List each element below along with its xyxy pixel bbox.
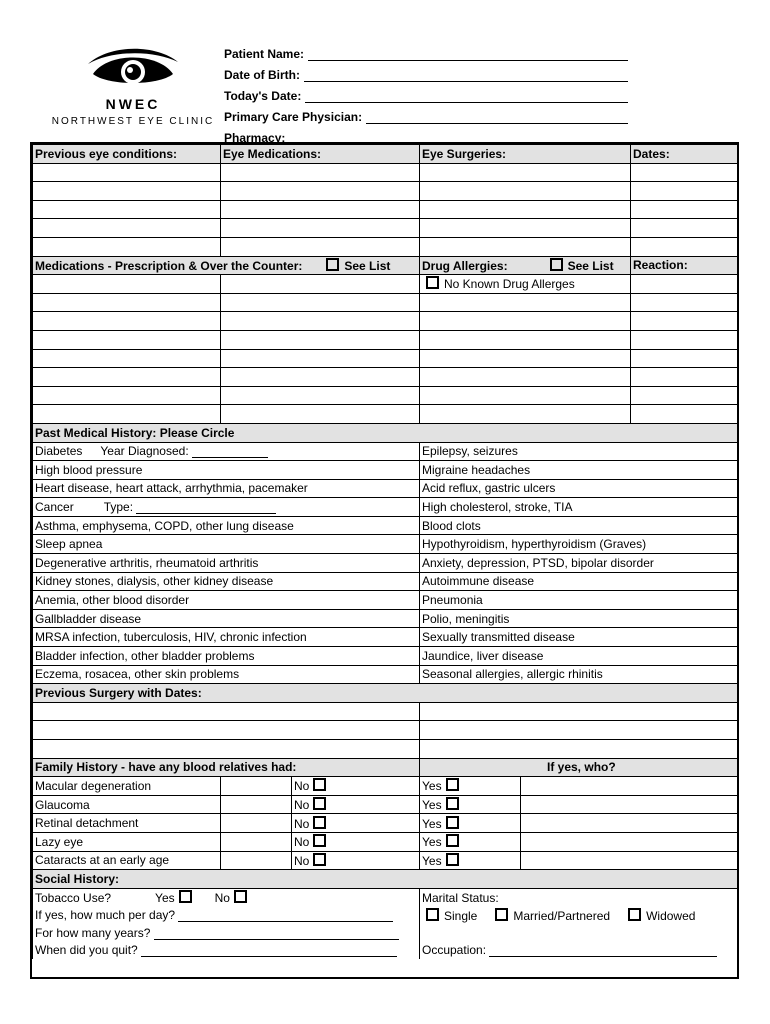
form-cell[interactable] xyxy=(221,237,420,256)
form-cell: Marital Status: xyxy=(420,888,739,906)
form-row xyxy=(33,702,739,721)
form-cell[interactable] xyxy=(420,312,631,331)
form-row xyxy=(33,572,739,591)
form-cell: Jaundice, liver disease xyxy=(420,647,739,666)
form-cell[interactable] xyxy=(221,795,292,814)
form-cell: Autoimmune disease xyxy=(420,572,739,591)
form-cell: Cancer Type: xyxy=(33,498,420,517)
form-row xyxy=(33,609,739,628)
occupation-field[interactable] xyxy=(489,944,717,957)
family-no-3-checkbox[interactable] xyxy=(313,834,326,847)
form-row xyxy=(33,906,739,924)
form-cell[interactable] xyxy=(631,219,739,238)
form-cell: Drug Allergies: See List xyxy=(420,256,631,275)
form-cell: Asthma, emphysema, COPD, other lung disease xyxy=(33,516,420,535)
family-yes-0-checkbox[interactable] xyxy=(446,778,459,791)
form-cell[interactable] xyxy=(420,200,631,219)
eye-logo-icon xyxy=(48,42,218,94)
form-cell: Social History: xyxy=(33,870,739,889)
form-cell: Reaction: xyxy=(631,256,739,275)
form-cell: Anxiety, depression, PTSD, bipolar disorder xyxy=(420,554,739,573)
form-row xyxy=(33,330,739,349)
section-header-row xyxy=(33,423,739,442)
form-cell[interactable] xyxy=(631,182,739,201)
form-row xyxy=(33,535,739,554)
pharmacy-field[interactable]: Pharmacy: xyxy=(224,128,634,149)
form-cell: Sexually transmitted disease xyxy=(420,628,739,647)
form-cell: Heart disease, heart attack, arrhythmia, pacemaker xyxy=(33,479,420,498)
form-cell[interactable] xyxy=(420,330,631,349)
form-row xyxy=(33,665,739,684)
form-row xyxy=(33,888,739,906)
form-cell: No xyxy=(292,832,420,851)
married-checkbox[interactable] xyxy=(495,908,508,921)
form-cell: Blood clots xyxy=(420,516,739,535)
cancer-type-field[interactable] xyxy=(136,501,276,514)
form-row xyxy=(33,777,739,796)
when-quit-field[interactable] xyxy=(141,944,397,957)
year-diagnosed-field[interactable] xyxy=(192,445,268,458)
intake-form-table xyxy=(32,144,739,959)
tobacco-yes-checkbox[interactable] xyxy=(179,890,192,903)
form-cell[interactable] xyxy=(221,275,420,294)
form-cell[interactable] xyxy=(631,275,739,294)
form-cell: No xyxy=(292,814,420,833)
form-cell[interactable] xyxy=(221,814,292,833)
form-cell[interactable] xyxy=(420,740,739,759)
form-row xyxy=(33,312,739,331)
form-cell[interactable] xyxy=(631,163,739,182)
form-cell: Eye Medications: xyxy=(221,145,420,164)
form-cell: Previous Surgery with Dates: xyxy=(33,684,739,703)
form-row xyxy=(33,740,739,759)
form-row xyxy=(33,293,739,312)
form-cell[interactable] xyxy=(420,237,631,256)
see-list-meds-checkbox[interactable] xyxy=(326,258,339,271)
form-cell[interactable] xyxy=(521,832,739,851)
form-cell[interactable] xyxy=(33,163,221,182)
form-cell: Yes xyxy=(420,795,521,814)
form-cell[interactable] xyxy=(33,182,221,201)
form-cell[interactable] xyxy=(221,312,420,331)
family-no-2-checkbox[interactable] xyxy=(313,816,326,829)
patient-name-field[interactable]: Patient Name: xyxy=(224,44,634,65)
no-known-allergies-checkbox[interactable] xyxy=(426,276,439,289)
clinic-name: NORTHWEST EYE CLINIC xyxy=(51,116,215,127)
form-cell[interactable] xyxy=(33,200,221,219)
form-row xyxy=(33,200,739,219)
clinic-abbr: NWEC xyxy=(105,96,161,112)
form-row xyxy=(33,591,739,610)
form-cell: No xyxy=(292,851,420,870)
form-cell[interactable] xyxy=(221,405,420,424)
form-cell: Occupation: xyxy=(420,942,739,960)
form-cell: If yes, how much per day? xyxy=(33,906,420,924)
form-cell[interactable] xyxy=(33,721,420,740)
form-cell[interactable] xyxy=(221,832,292,851)
form-cell: Tobacco Use? Yes No xyxy=(33,888,420,906)
dob-field[interactable]: Date of Birth: xyxy=(224,65,634,86)
form-cell[interactable] xyxy=(221,219,420,238)
section-header-row xyxy=(33,256,739,275)
form-row xyxy=(33,851,739,870)
form-cell: Degenerative arthritis, rheumatoid arthritis xyxy=(33,554,420,573)
form-cell: Seasonal allergies, allergic rhinitis xyxy=(420,665,739,684)
form-cell: No xyxy=(292,777,420,796)
form-cell: If yes, who? xyxy=(420,758,739,777)
form-cell: Gallbladder disease xyxy=(33,609,420,628)
form-cell[interactable] xyxy=(221,182,420,201)
see-list-allergies-checkbox[interactable] xyxy=(550,258,563,271)
form-cell[interactable] xyxy=(420,924,739,942)
form-cell: Eczema, rosacea, other skin problems xyxy=(33,665,420,684)
section-header-row xyxy=(33,145,739,164)
form-cell: When did you quit? xyxy=(33,942,420,960)
form-cell: Acid reflux, gastric ulcers xyxy=(420,479,739,498)
form-cell[interactable] xyxy=(221,386,420,405)
form-cell[interactable] xyxy=(420,405,631,424)
form-row xyxy=(33,479,739,498)
form-cell: Medications - Prescription & Over the Counter: See List xyxy=(33,256,420,275)
form-cell: Single Married/Partnered Widowed xyxy=(420,906,739,924)
form-cell[interactable] xyxy=(33,386,221,405)
form-cell[interactable] xyxy=(420,386,631,405)
form-cell[interactable] xyxy=(420,219,631,238)
form-cell: Past Medical History: Please Circle xyxy=(33,423,739,442)
form-cell: Eye Surgeries: xyxy=(420,145,631,164)
single-checkbox[interactable] xyxy=(426,908,439,921)
form-cell: Anemia, other blood disorder xyxy=(33,591,420,610)
how-many-years-field[interactable] xyxy=(154,927,399,940)
form-cell[interactable] xyxy=(631,237,739,256)
form-row xyxy=(33,498,739,517)
form-cell[interactable] xyxy=(33,702,420,721)
family-yes-4-checkbox[interactable] xyxy=(446,853,459,866)
family-yes-2-checkbox[interactable] xyxy=(446,816,459,829)
form-cell: High cholesterol, stroke, TIA xyxy=(420,498,739,517)
patient-info xyxy=(224,44,634,149)
form-cell[interactable] xyxy=(221,851,292,870)
form-row xyxy=(33,163,739,182)
form-cell: Family History - have any blood relatives had: xyxy=(33,758,420,777)
form-cell[interactable] xyxy=(631,386,739,405)
form-cell: Dates: xyxy=(631,145,739,164)
form-cell: Yes xyxy=(420,832,521,851)
form-row xyxy=(33,442,739,461)
form-row xyxy=(33,275,739,294)
form-cell[interactable] xyxy=(33,237,221,256)
form-cell: Yes xyxy=(420,851,521,870)
form-cell: Pneumonia xyxy=(420,591,739,610)
form-row xyxy=(33,461,739,480)
form-cell[interactable] xyxy=(420,182,631,201)
form-cell[interactable] xyxy=(631,200,739,219)
section-header-row xyxy=(33,758,739,777)
form-cell: For how many years? xyxy=(33,924,420,942)
form-cell: Yes xyxy=(420,814,521,833)
form-cell[interactable] xyxy=(521,795,739,814)
form-cell[interactable] xyxy=(420,368,631,387)
form-cell: MRSA infection, tuberculosis, HIV, chronic infection xyxy=(33,628,420,647)
form-cell[interactable] xyxy=(420,293,631,312)
form-row xyxy=(33,368,739,387)
tobacco-no-checkbox[interactable] xyxy=(234,890,247,903)
form-cell[interactable] xyxy=(33,405,221,424)
form-cell[interactable] xyxy=(631,312,739,331)
form-cell: Glaucoma xyxy=(33,795,221,814)
form-row xyxy=(33,516,739,535)
form-row xyxy=(33,795,739,814)
form-cell[interactable] xyxy=(33,368,221,387)
form-cell: Polio, meningitis xyxy=(420,609,739,628)
form-cell[interactable] xyxy=(631,405,739,424)
form-cell: Sleep apnea xyxy=(33,535,420,554)
form-cell[interactable] xyxy=(33,740,420,759)
form-cell[interactable] xyxy=(33,349,221,368)
form-cell: Migraine headaches xyxy=(420,461,739,480)
family-yes-3-checkbox[interactable] xyxy=(446,834,459,847)
form-row xyxy=(33,554,739,573)
form-cell: Kidney stones, dialysis, other kidney disease xyxy=(33,572,420,591)
family-no-0-checkbox[interactable] xyxy=(313,778,326,791)
form-cell[interactable] xyxy=(221,349,420,368)
pcp-field[interactable]: Primary Care Physician: xyxy=(224,107,634,128)
family-yes-1-checkbox[interactable] xyxy=(446,797,459,810)
form-cell[interactable] xyxy=(33,312,221,331)
form-row xyxy=(33,182,739,201)
form-cell: Previous eye conditions: xyxy=(33,145,221,164)
form-row xyxy=(33,924,739,942)
form-cell: Hypothyroidism, hyperthyroidism (Graves) xyxy=(420,535,739,554)
todays-date-field[interactable]: Today's Date: xyxy=(224,86,634,107)
form-row xyxy=(33,628,739,647)
form-cell[interactable] xyxy=(221,368,420,387)
form-cell[interactable] xyxy=(33,275,221,294)
form-cell: Diabetes Year Diagnosed: xyxy=(33,442,420,461)
form-cell[interactable] xyxy=(420,702,739,721)
no-known-allergies: No Known Drug Allerges xyxy=(420,275,631,294)
form-cell[interactable] xyxy=(221,163,420,182)
form-cell[interactable] xyxy=(631,368,739,387)
form-row xyxy=(33,832,739,851)
form-row xyxy=(33,814,739,833)
form-cell: Lazy eye xyxy=(33,832,221,851)
form-row xyxy=(33,721,739,740)
family-no-4-checkbox[interactable] xyxy=(313,853,326,866)
form-cell[interactable] xyxy=(631,293,739,312)
form-cell[interactable] xyxy=(33,219,221,238)
form-cell[interactable] xyxy=(420,721,739,740)
form-cell: Retinal detachment xyxy=(33,814,221,833)
form-row xyxy=(33,942,739,960)
form-cell: Bladder infection, other bladder problems xyxy=(33,647,420,666)
form-row xyxy=(33,237,739,256)
form-cell: Macular degeneration xyxy=(33,777,221,796)
section-header-row xyxy=(33,870,739,889)
form-cell[interactable] xyxy=(521,851,739,870)
form-cell[interactable] xyxy=(33,293,221,312)
form-cell[interactable] xyxy=(33,330,221,349)
form-cell: No xyxy=(292,795,420,814)
form-cell: Cataracts at an early age xyxy=(33,851,221,870)
form-cell[interactable] xyxy=(221,330,420,349)
form-cell: Yes xyxy=(420,777,521,796)
family-no-1-checkbox[interactable] xyxy=(313,797,326,810)
form-cell[interactable] xyxy=(631,330,739,349)
form-row xyxy=(33,349,739,368)
how-much-field[interactable] xyxy=(178,909,393,922)
form-cell: High blood pressure xyxy=(33,461,420,480)
form-cell[interactable] xyxy=(521,777,739,796)
form-cell[interactable] xyxy=(631,349,739,368)
clinic-logo xyxy=(48,42,218,132)
form-cell[interactable] xyxy=(221,200,420,219)
form-row xyxy=(33,647,739,666)
form-cell[interactable] xyxy=(521,814,739,833)
form-row xyxy=(33,405,739,424)
form-row xyxy=(33,386,739,405)
form-cell: Epilepsy, seizures xyxy=(420,442,739,461)
widowed-checkbox[interactable] xyxy=(628,908,641,921)
form-cell[interactable] xyxy=(420,349,631,368)
form-cell[interactable] xyxy=(420,163,631,182)
form-row xyxy=(33,219,739,238)
section-header-row xyxy=(33,684,739,703)
form-cell[interactable] xyxy=(221,293,420,312)
form-cell[interactable] xyxy=(221,777,292,796)
